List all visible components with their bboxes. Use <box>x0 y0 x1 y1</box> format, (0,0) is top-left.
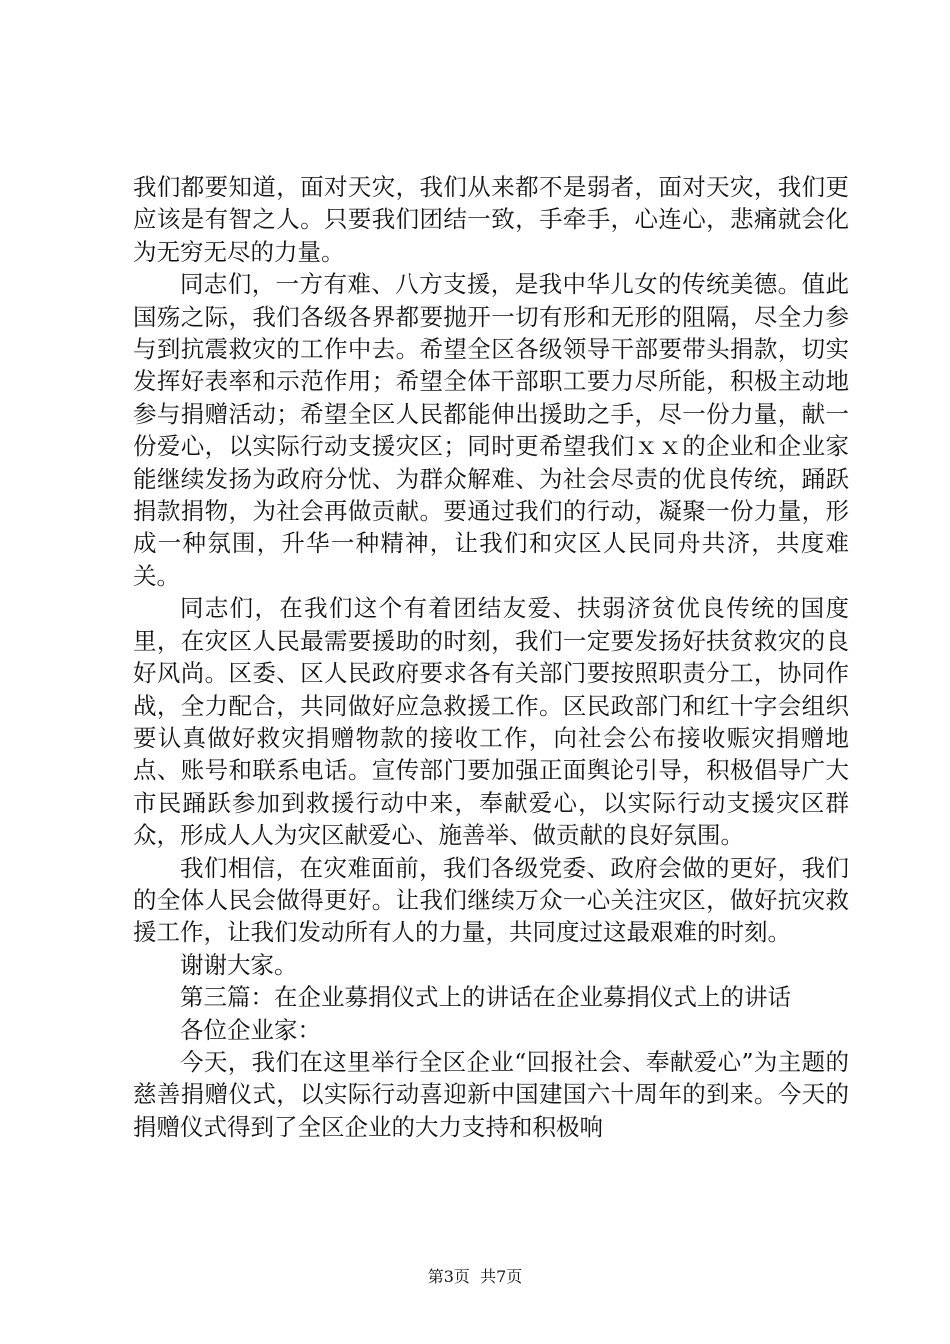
paragraph: 第三篇：在企业募捐仪式上的讲话在企业募捐仪式上的讲话 <box>180 983 791 1012</box>
paragraph: 我们都要知道，面对天灾，我们从来都不是弱者，面对天灾，我们更应该是有智之人。只要我们团结一致，手牵手，心连心，悲痛就会化为无穷无尽的力量。 <box>133 173 849 266</box>
paragraph: 同志们，在我们这个有着团结友爱、扶弱济贫优良传统的国度里，在灾区人民最需要援助的时刻，我们一定要发扬好扶贫救灾的良好风尚。区委、区人民政府要求各有关部门要按照职责分工，协同作战，全力配合，共同做好应急救援工作。区民政部门和红十字会组织要认真做好救灾捐赠物款的接收工作，向社会公布接收赈灾捐赠地点、账号和联系电话。宣传部门要加强正面舆论引导，积极倡导广大市民踊跃参加到救援行动中来，奉献爱心，以实际行动支援灾区群众，形成人人为灾区献爱心、施善举、做贡献的良好氛围。 <box>133 594 849 850</box>
paragraph: 谢谢大家。 <box>180 950 298 979</box>
paragraph: 各位企业家： <box>180 1015 321 1044</box>
page-footer <box>0 1264 950 1287</box>
paragraph: 今天，我们在这里举行全区企业“回报社会、奉献爱心”为主题的慈善捐赠仪式，以实际行动喜迎新中国建国六十周年的到来。今天的捐赠仪式得到了全区企业的大力支持和积极响 <box>133 1047 849 1141</box>
paragraph: 同志们，一方有难、八方支援，是我中华儿女的传统美德。值此国殇之际，我们各级各界都要抛开一切有形和无形的阻隔，尽全力参与到抗震救灾的工作中去。希望全区各级领导干部要带头捐款，切实发挥好表率和示范作用；希望全体干部职工要力尽所能，积极主动地参与捐赠活动；希望全区人民都能伸出援助之手，尽一份力量，献一份爱心，以实际行动支援灾区；同时更希望我们ｘｘ的企业和企业家能继续发扬为政府分忧、为群众解难、为社会尽责的优良传统，踊跃捐款捐物，为社会再做贡献。要通过我们的行动，凝聚一份力量，形成一种氛围，升华一种精神，让我们和灾区人民同舟共济，共度难关。 <box>133 270 849 590</box>
document-body <box>133 171 849 1143</box>
paragraph: 我们相信，在灾难面前，我们各级党委、政府会做的更好，我们的全体人民会做得更好。让我们继续万众一心关注灾区，做好抗灾救援工作，让我们发动所有人的力量，共同度过这最艰难的时刻。 <box>133 853 849 947</box>
page-number: 第3页 共7页 <box>427 1267 523 1286</box>
